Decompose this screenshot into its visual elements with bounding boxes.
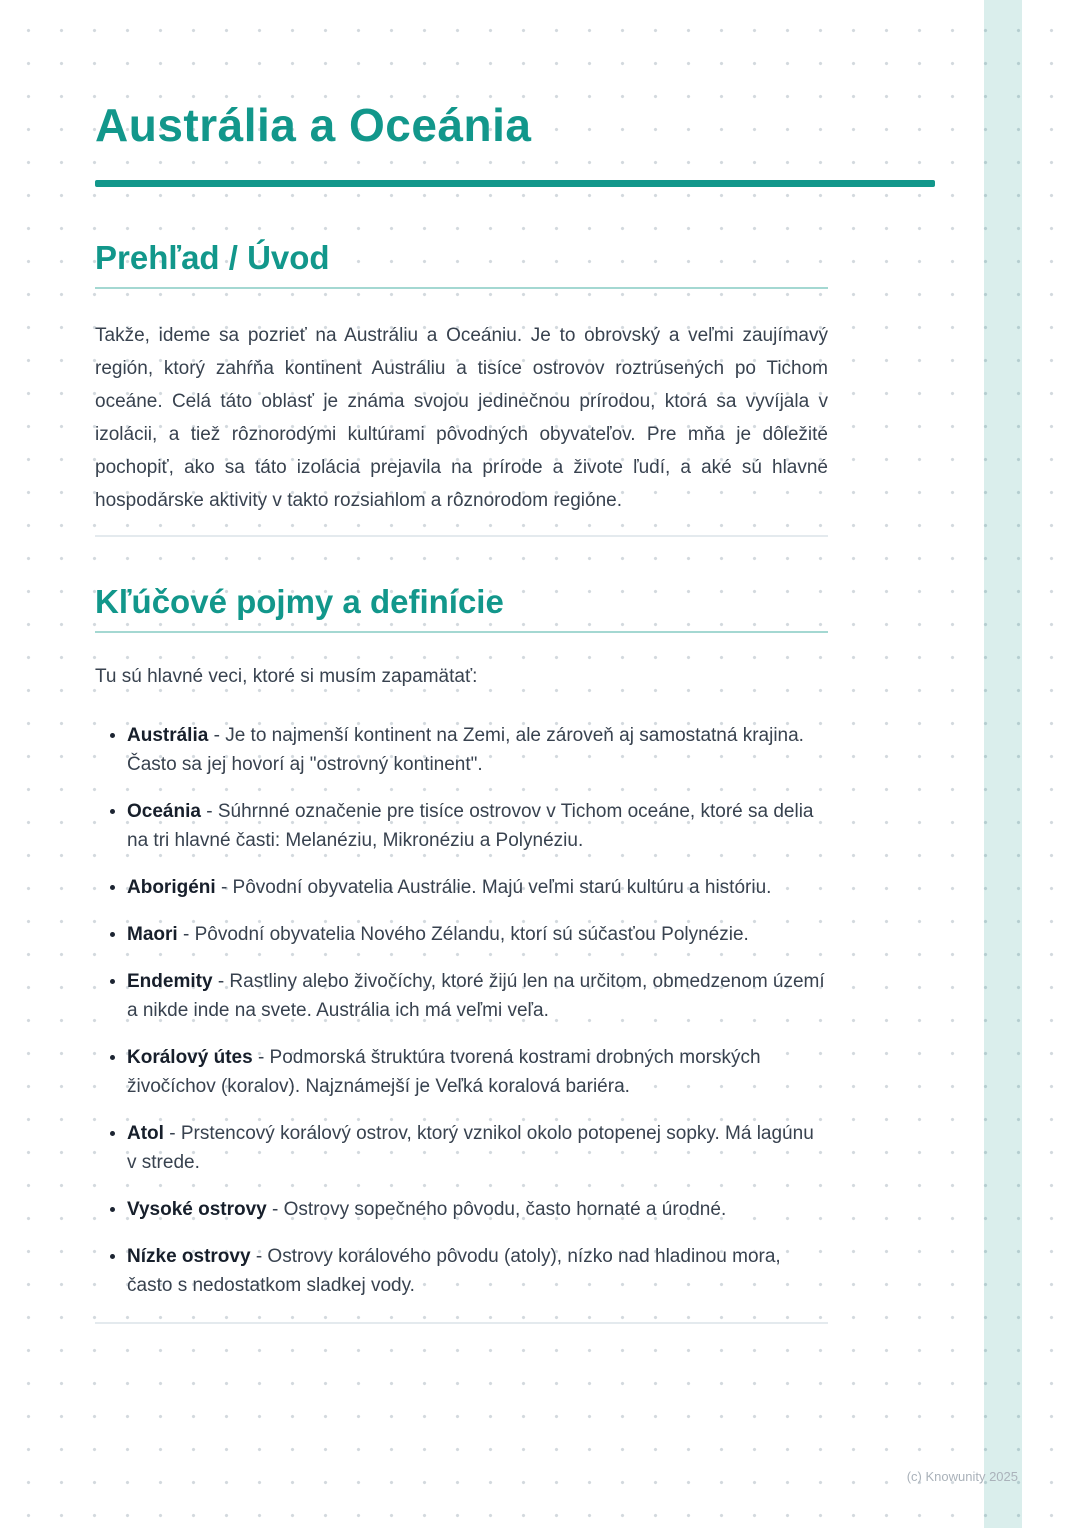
overview-heading-underline [95, 287, 828, 289]
list-item [127, 873, 828, 902]
key-terms-heading: Kľúčové pojmy a definície [95, 583, 504, 620]
term-definition: - Súhrnné označenie pre tisíce ostrovov v Tichom oceáne, ktoré sa delia na tri hlavné časti: Melanéziu, Mikronéziu a Polynéziu. [127, 801, 814, 851]
term-definition: - Prstencový korálový ostrov, ktorý vznikol okolo potopenej sopky. Má lagúnu v strede. [127, 1123, 814, 1173]
list-item [127, 1242, 828, 1300]
term-label: Endemity [127, 971, 213, 992]
list-item [127, 1043, 828, 1101]
list-item [127, 1119, 828, 1177]
overview-paragraph: Takže, ideme sa pozrieť na Austráliu a Oceániu. Je to obrovský a veľmi zaujímavý región, ktorý zahŕňa kontinent Austráliu a tisíce ostrovov roztrúsených po Tichom oceáne. Celá táto oblasť je známa svojou jedinečnou prírodou, ktorá sa vyvíjala v izolácii, a tiež rôznorodými kultúrami pôvodných obyvateľov. Pre mňa je dôležité pochopiť, ako sa táto izolácia prejavila na prírode a živote ľudí, a aké sú hlavné hospodárske aktivity v takto rozsiahlom a rôznorodom regióne. [95, 325, 828, 511]
list-item [127, 797, 828, 855]
section-key-terms [95, 583, 935, 1300]
term-definition: - Ostrovy korálového pôvodu (atoly), nízko nad hladinou mora, často s nedostatkom sladkej vody. [127, 1246, 781, 1296]
term-label: Maori [127, 924, 178, 945]
term-definition: - Rastliny alebo živočíchy, ktoré žijú len na určitom, obmedzenom území a nikde inde na svete. Austrália ich má veľmi veľa. [127, 971, 825, 1021]
page-title: Austrália a Oceánia [95, 99, 532, 151]
list-item [127, 1195, 828, 1224]
section-divider [95, 535, 828, 537]
term-label: Atol [127, 1123, 164, 1144]
term-definition: - Podmorská štruktúra tvorená kostrami drobných morských živočíchov (koralov). Najznámejší je Veľká koralová bariéra. [127, 1047, 761, 1097]
footer-credit: (c) Knowunity 2025 [906, 1469, 1018, 1484]
title-rule [95, 180, 935, 187]
term-definition: - Pôvodní obyvatelia Nového Zélandu, ktorí sú súčasťou Polynézie. [182, 924, 749, 945]
list-item [127, 721, 828, 779]
overview-heading: Prehľad / Úvod [95, 239, 330, 276]
term-definition: - Pôvodní obyvatelia Austrálie. Majú veľmi starú kultúru a históriu. [220, 877, 772, 898]
side-stripe [984, 0, 1022, 1528]
term-label: Aborigéni [127, 877, 216, 898]
term-label: Nízke ostrovy [127, 1246, 251, 1267]
term-label: Vysoké ostrovy [127, 1199, 267, 1220]
list-item [127, 920, 828, 949]
term-label: Korálový útes [127, 1047, 253, 1068]
bottom-divider [95, 1322, 828, 1324]
term-definition: - Je to najmenší kontinent na Zemi, ale zároveň aj samostatná krajina. Často sa jej hovorí aj "ostrovný kontinent". [127, 725, 804, 775]
key-terms-heading-underline [95, 631, 828, 633]
term-label: Oceánia [127, 801, 201, 822]
section-overview [95, 239, 935, 517]
term-label: Austrália [127, 725, 209, 746]
list-item [127, 967, 828, 1025]
terms-list [95, 721, 828, 1300]
term-definition: - Ostrovy sopečného pôvodu, často hornaté a úrodné. [272, 1199, 727, 1220]
key-terms-intro: Tu sú hlavné veci, ktoré si musím zapamätať: [95, 666, 478, 687]
